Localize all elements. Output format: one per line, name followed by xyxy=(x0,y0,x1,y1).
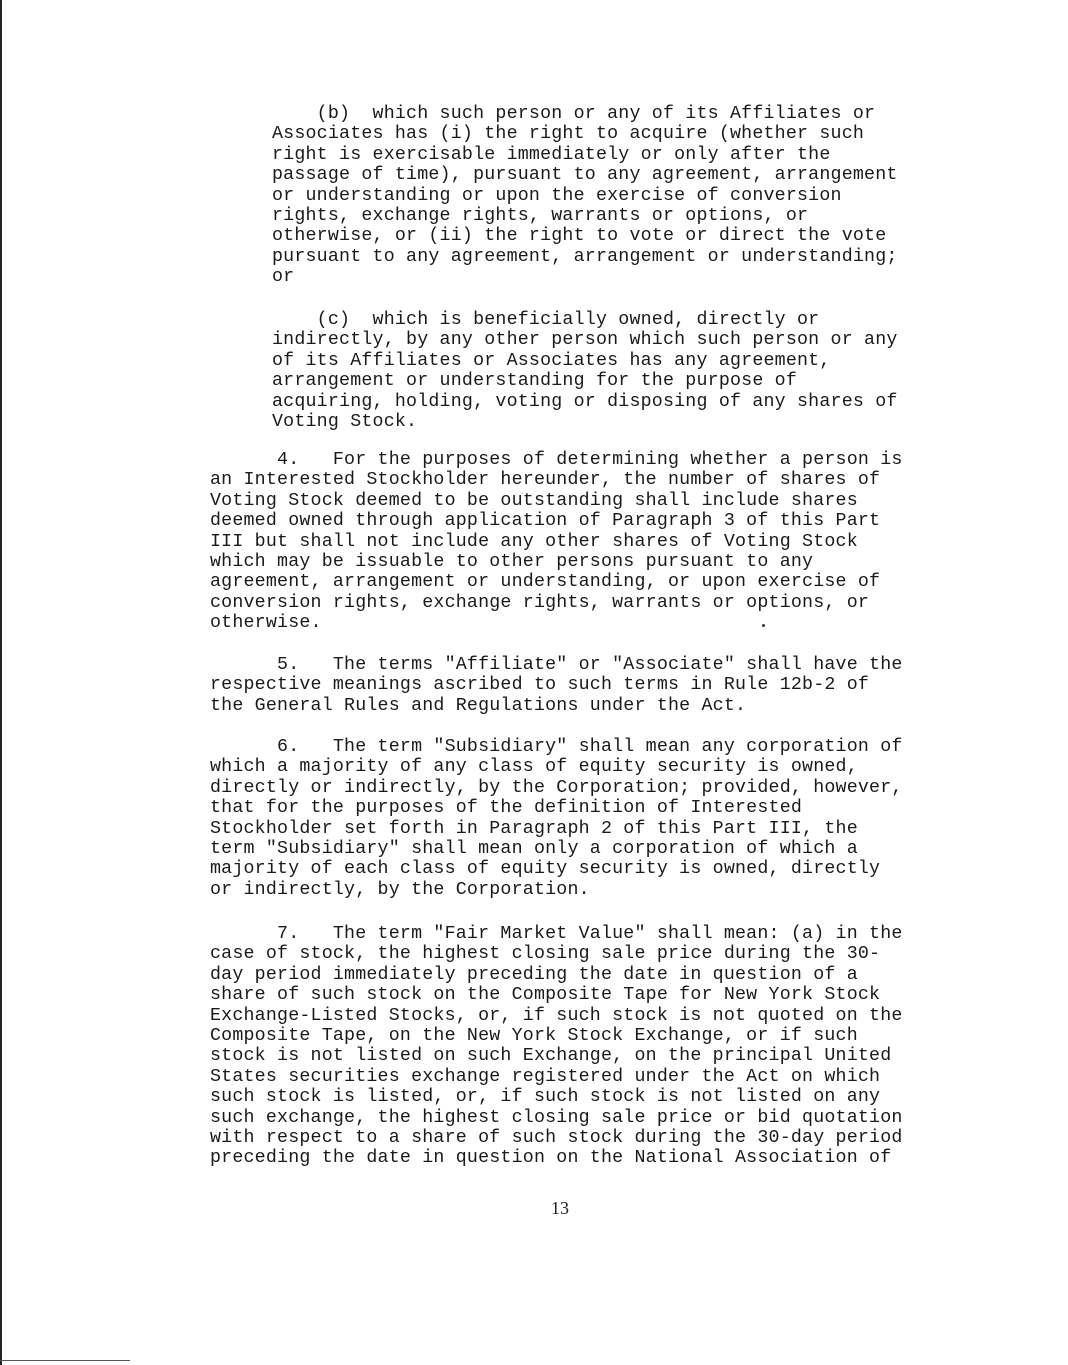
scan-speck xyxy=(762,624,765,627)
page-number: 13 xyxy=(551,1198,569,1218)
page-edge-left xyxy=(0,0,2,1365)
paragraph-5: 5. The terms "Affiliate" or "Associate" shall have the respective meanings ascribed to such terms in Rule 12b-2 of the General Rules and Regulations under the Act. xyxy=(210,655,903,716)
paragraph-6: 6. The term "Subsidiary" shall mean any corporation of which a majority of any class of equity security is owned, directly or indirectly, by the Corporation; provided, however, that for the purposes of the definition of Interested Stockholder set forth in Paragraph 2 of this Part III, the term "Subsidiary" shall mean only a corporation of which a majority of each class of equity security is owned, directly or indirectly, by the Corporation. xyxy=(210,737,903,900)
clause-c-paragraph: (c) which is beneficially owned, directly or indirectly, by any other person which such person or any of its Affiliates or Associates has any agreement, arrangement or understanding for the purpose of acquiring, holding, voting or disposing of any shares of Voting Stock. xyxy=(272,310,898,433)
paragraph-7: 7. The term "Fair Market Value" shall mean: (a) in the case of stock, the highest closing sale price during the 30- day period immediately preceding the date in question of a share of such stock on the Composite Tape for New York Stock Exchange-Listed Stocks, or, if such stock is not quoted on the Composite Tape, on the New York Stock Exchange, or if such stock is not listed on such Exchange, on the principal United States securities exchange registered under the Act on which such stock is listed, or, if such stock is not listed on any such exchange, the highest closing sale price or bid quotation with respect to a share of such stock during the 30-day period preceding the date in question on the National Association of xyxy=(210,924,903,1169)
clause-b-paragraph: (b) which such person or any of its Affiliates or Associates has (i) the right to acquire (whether such right is exercisable immediately or only after the passage of time), pursuant to any agreement, arrangement or understanding or upon the exercise of conversion rights, exchange rights, warrants or options, or otherwise, or (ii) the right to vote or direct the vote pursuant to any agreement, arrangement or understanding; or xyxy=(272,104,898,288)
page-edge-bottom xyxy=(0,1360,130,1361)
paragraph-4: 4. For the purposes of determining whether a person is an Interested Stockholder hereunder, the number of shares of Voting Stock deemed to be outstanding shall include shares deemed owned through application of Paragraph 3 of this Part III but shall not include any other shares of Voting Stock which may be issuable to other persons pursuant to any agreement, arrangement or understanding, or upon exercise of conversion rights, exchange rights, warrants or options, or otherwise. xyxy=(210,450,903,634)
